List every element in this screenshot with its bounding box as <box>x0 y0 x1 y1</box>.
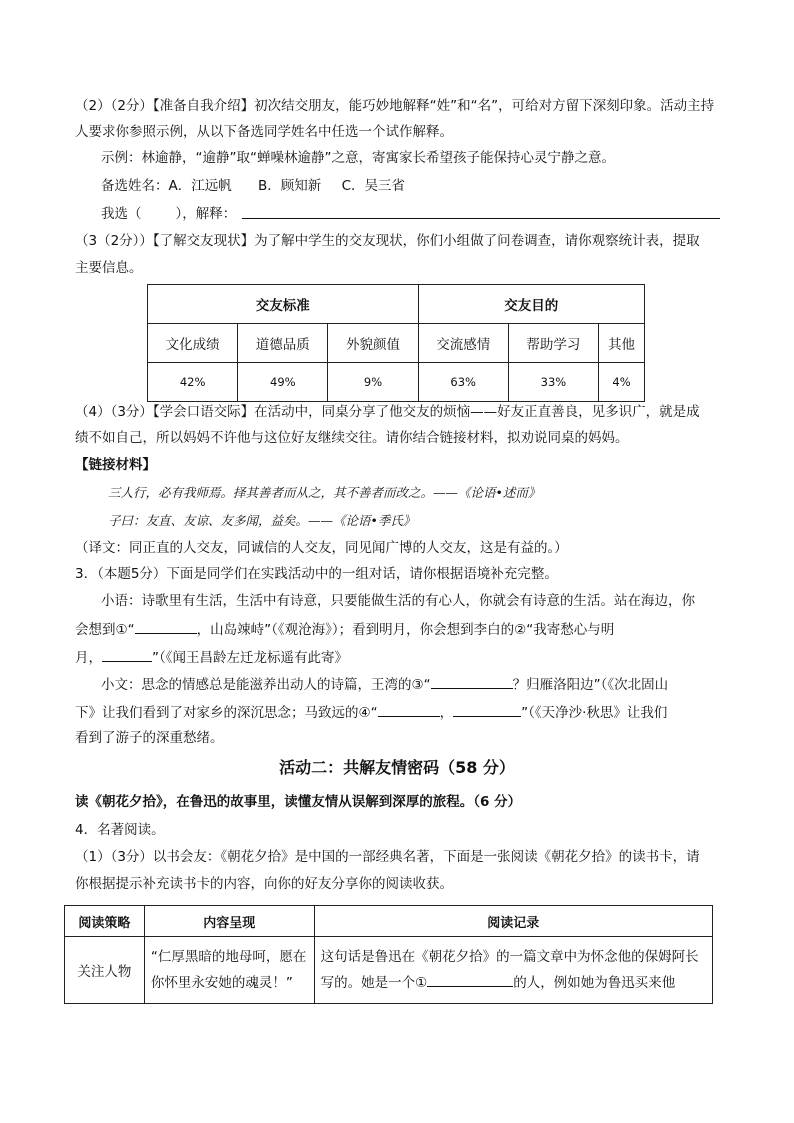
group-standard-header: 交友标准 <box>148 285 419 324</box>
xiaowen-line1-b: ？归雁洛阳边”（《次北固山 <box>512 677 669 693</box>
q2-candidates <box>101 176 405 196</box>
col-header: 文化成绩 <box>148 324 238 363</box>
option-b: B．顾知新 <box>258 178 322 194</box>
row-record-a: 这句话是鲁迅在《朝花夕拾》的一篇文章中为怀念他的保姆阿长写的。她是一个① <box>320 949 699 991</box>
q41-line1: （1）（3分）以书会友：《朝花夕拾》是中国的一部经典名著，下面是一张阅读《朝花夕拾》的读书卡，请 <box>75 849 700 865</box>
header-content: 内容呈现 <box>144 906 314 937</box>
choose-suffix: ），解释： <box>175 206 237 222</box>
xiaowen-line1 <box>101 673 668 695</box>
blank-reading-1[interactable] <box>427 971 513 987</box>
q4-line1: （4）（3分）【学会口语交际】在活动中，同桌分享了他交友的烦恼——好友正直善良，见多识广，就是成 <box>75 404 700 420</box>
xiaoyu-line2-b: ，山岛竦峙”（《观沧海》）；看到明月，你会想到李白的②“我寄愁心与明 <box>196 622 615 638</box>
quote-shuer: 三人行，必有我师焉。择其善者而从之，其不善者而改之。——《论语•述而》 <box>108 485 541 500</box>
q4-line2: 绩不如自己，所以妈妈不许他与这位好友继续交往。请你结合链接材料，拟劝说同桌的妈妈。 <box>75 430 629 446</box>
xiaowen-line2-c: ”（《天净沙·秋思》让我们 <box>521 705 668 721</box>
reading-card-table <box>64 905 713 1004</box>
group-purpose-header: 交友目的 <box>418 285 644 324</box>
explanation-answer-line[interactable] <box>242 218 720 219</box>
xiaoyu-line2 <box>75 618 614 640</box>
row-strategy: 关注人物 <box>65 937 145 1004</box>
blank-4b[interactable] <box>453 701 521 717</box>
col-header: 帮助学习 <box>508 324 598 363</box>
blank-4a[interactable] <box>378 701 440 717</box>
col-header: 交流感情 <box>418 324 508 363</box>
blank-1[interactable] <box>135 618 197 634</box>
xiaoyu-line1: 小语：诗歌里有生活，生活中有诗意，只要能做生活的有心人，你就会有诗意的生活。站在海边，你 <box>101 593 695 609</box>
material-title: 【链接材料】 <box>75 457 156 473</box>
q3-line2: 主要信息。 <box>75 260 143 276</box>
value-cell: 42% <box>148 363 238 402</box>
header-strategy: 阅读策略 <box>65 906 145 937</box>
blank-2[interactable] <box>102 646 152 662</box>
xiaoyu-line2-a: 会想到①“ <box>75 622 135 638</box>
candidates-label: 备选姓名： <box>101 178 169 194</box>
xiaowen-line2 <box>75 701 667 723</box>
xiaowen-line1-a: 小文：思念的情感总是能滋养出动人的诗篇，王湾的③“ <box>101 677 431 693</box>
col-header: 其他 <box>599 324 645 363</box>
q4-reading-title: 4．名著阅读。 <box>75 822 165 838</box>
xiaoyu-line3-a: 月， <box>75 650 102 666</box>
activity2-intro: 读《朝花夕拾》，在鲁迅的故事里，读懂友情从误解到深厚的旅程。（6 分） <box>75 794 522 810</box>
value-cell: 33% <box>508 363 598 402</box>
option-c: C．吴三省 <box>341 178 406 194</box>
option-a: A．江远帆 <box>168 178 232 194</box>
xiaowen-line3: 看到了游子的深重愁绪。 <box>75 730 224 746</box>
xiaoyu-line3-b: ”（《闻王昌龄左迁龙标遥有此寄》 <box>152 650 348 666</box>
value-cell: 49% <box>238 363 328 402</box>
xiaowen-line2-a: 下》让我们看到了对家乡的深沉思念；马致远的④“ <box>75 705 378 721</box>
q2-line2: 人要求你参照示例，从以下备选同学姓名中任选一个试作解释。 <box>75 124 453 140</box>
xiaowen-line2-b: ， <box>439 705 454 721</box>
q2-example: 示例：林逾静，“逾静”取“蝉噪林逾静”之意，寄寓家长希望孩子能保持心灵宁静之意。 <box>101 150 615 166</box>
survey-table <box>147 284 645 402</box>
q2-choose-line <box>101 204 236 224</box>
col-header: 道德品质 <box>238 324 328 363</box>
value-cell: 9% <box>328 363 418 402</box>
activity2-heading: 活动二：共解友情密码（58 分） <box>279 758 515 777</box>
row-record <box>314 937 712 1004</box>
choose-prefix: 我选（ <box>101 206 142 222</box>
translation: （译文：同正直的人交友，同诚信的人交友，同见闻广博的人交友，这是有益的。） <box>75 540 568 556</box>
col-header: 外貌颜值 <box>328 324 418 363</box>
q3-line1: （3（2分））【了解交友现状】为了解中学生的交友现状，你们小组做了问卷调查，请你观察统计表，提取 <box>75 233 700 249</box>
header-record: 阅读记录 <box>314 906 712 937</box>
quote-jishi: 子曰：友直、友谅、友多闻，益矣。——《论语•季氏》 <box>108 513 416 528</box>
value-cell: 4% <box>599 363 645 402</box>
row-record-b: 的人，例如她为鲁迅买来他 <box>513 975 676 991</box>
q3b-title: 3．（本题5分）下面是同学们在实践活动中的一组对话，请你根据语境补充完整。 <box>75 566 558 582</box>
blank-3[interactable] <box>431 673 513 689</box>
row-content: “仁厚黑暗的地母呵，愿在你怀里永安她的魂灵！” <box>144 937 314 1004</box>
q41-line2: 你根据提示补充读书卡的内容，向你的好友分享你的阅读收获。 <box>75 876 453 892</box>
value-cell: 63% <box>418 363 508 402</box>
q2-line1: （2）（2分）【准备自我介绍】初次结交朋友，能巧妙地解释“姓”和“名”，可给对方留下深刻印象。活动主持 <box>75 98 715 114</box>
xiaoyu-line3 <box>75 646 348 668</box>
